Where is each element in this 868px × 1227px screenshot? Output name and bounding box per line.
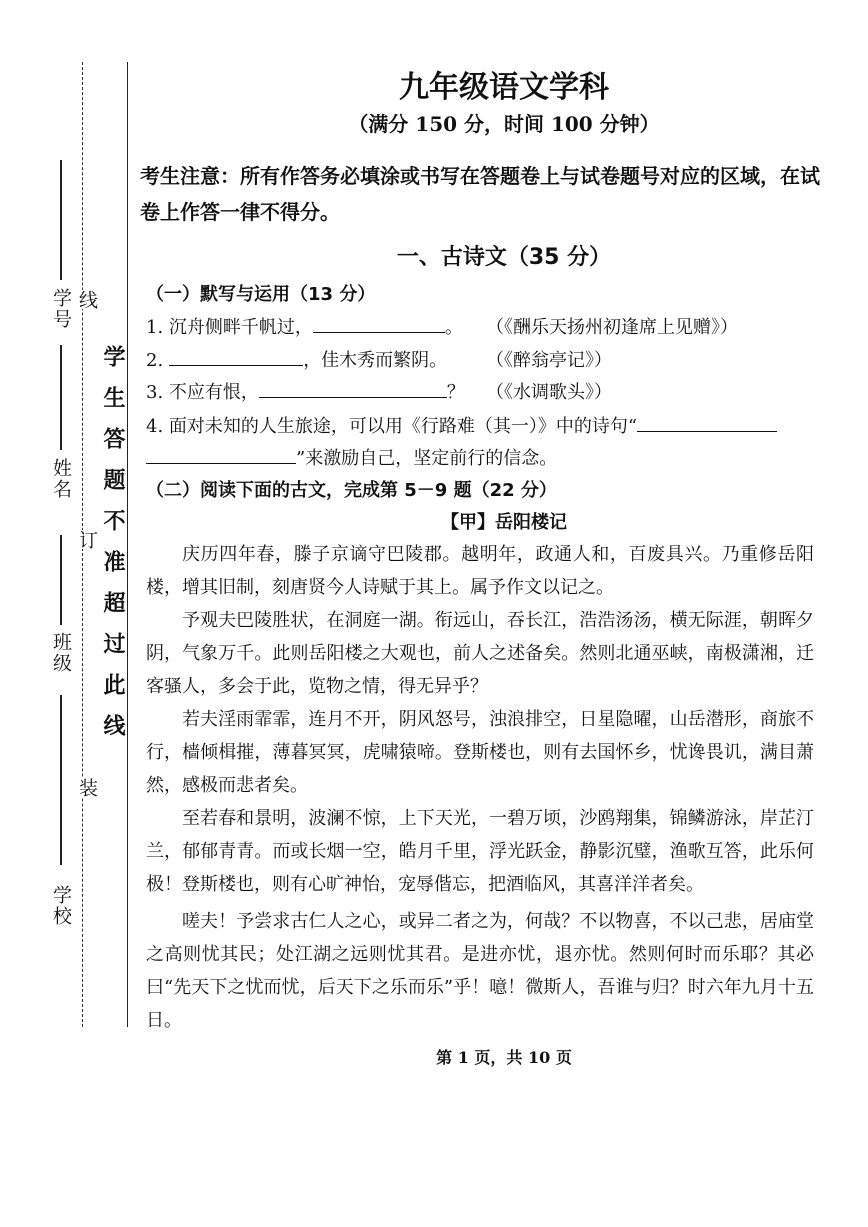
cut-line-marker: 线: [74, 290, 101, 309]
question-1-source: （《酬乐天扬州初逢席上见赠》）: [486, 317, 738, 338]
question-2-suffix: ，佳木秀而繁阴。: [303, 350, 448, 371]
question-1-blank[interactable]: [313, 318, 445, 333]
school-blank[interactable]: [60, 695, 62, 865]
question-4-line2: [146, 444, 557, 470]
page-footer: 第 1 页，共 10 页: [436, 1048, 572, 1067]
passage-paragraph: 庆历四年春，滕子京谪守巴陵郡。越明年，政通人和，百废具兴。乃重修岳阳楼，增其旧制，刻唐贤今人诗赋于其上。属予作文以记之。: [146, 544, 814, 598]
question-2-prefix: 2.: [146, 350, 164, 371]
passage-title: 【甲】岳阳楼记: [441, 512, 567, 533]
question-4-line1: [146, 412, 777, 438]
part1-title: （一）默写与运用（13 分）: [146, 284, 376, 305]
question-3-suffix: ？: [446, 382, 465, 403]
question-4-suffix: ”来激励自己，坚定前行的信念。: [296, 448, 558, 469]
name-blank[interactable]: [60, 345, 62, 450]
question-1: [146, 313, 463, 339]
staple-marker: 订: [74, 530, 101, 549]
part2-title: （二）阅读下面的古文，完成第 5－9 题（22 分）: [146, 480, 557, 501]
student-id-label: 学号: [50, 288, 72, 330]
exam-subtitle: （满分 150 分，时间 100 分钟）: [348, 112, 660, 136]
question-4-blank-b[interactable]: [146, 449, 296, 464]
question-4-blank-a[interactable]: [637, 417, 777, 432]
question-3-blank[interactable]: [259, 383, 447, 398]
name-label: 姓名: [50, 458, 72, 500]
passage-paragraph: 若夫淫雨霏霏，连月不开，阴风怒号，浊浪排空，日星隐曜，山岳潜形，商旅不行，樯倾楫摧，薄暮冥冥，虎啸猿啼。登斯楼也，则有去国怀乡，忧谗畏讥，满目萧然，感极而悲者矣。: [146, 709, 814, 796]
binding-marker: 装: [74, 778, 101, 797]
question-2: [146, 346, 447, 372]
school-label: 学校: [50, 885, 72, 927]
question-2-blank[interactable]: [169, 351, 303, 366]
passage-paragraph: 至若春和景明，波澜不惊，上下天光，一碧万顷，沙鸥翔集，锦鳞游泳，岸芷汀兰，郁郁青青。而或长烟一空，皓月千里，浮光跃金，静影沉璧，渔歌互答，此乐何极！登斯楼也，则有心旷神怡，宠辱偕忘，把酒临风，其喜洋洋者矣。: [146, 808, 814, 895]
question-3-source: （《水调歌头》）: [486, 382, 612, 403]
section-title: 一、古诗文（35 分）: [396, 245, 612, 270]
passage-paragraph: 予观夫巴陵胜状，在洞庭一湖。衔远山，吞长江，浩浩汤汤，横无际涯，朝晖夕阴，气象万千。此则岳阳楼之大观也，前人之述备矣。然则北通巫峡，南极潇湘，迁客骚人，多会于此，览物之情，得无异乎？: [146, 610, 814, 697]
exam-title: 九年级语文学科: [399, 70, 609, 105]
question-1-suffix: 。: [444, 317, 463, 338]
question-1-prefix: 1. 沉舟侧畔千帆过，: [146, 317, 313, 338]
question-3-prefix: 3. 不应有恨，: [146, 382, 259, 403]
question-3: [146, 378, 465, 404]
passage-paragraph: 嗟夫！予尝求古仁人之心，或异二者之为，何哉？不以物喜，不以己悲，居庙堂之高则忧其民；处江湖之远则忧其君。是进亦忧，退亦忧。然则何时而乐耶？其必曰“先天下之忧而忧，后天下之乐而乐”乎！噫！微斯人，吾谁与归？时六年九月十五日。: [146, 911, 814, 1031]
exam-notice: 考生注意：所有作答务必填涂或书写在答题卷上与试卷题号对应的区域，在试卷上作答一律不得分。: [140, 164, 820, 224]
question-2-source: （《醉翁亭记》）: [486, 350, 612, 371]
answer-boundary-warning: 学生答题不准超过此线: [100, 345, 126, 755]
question-4-text: 4. 面对未知的人生旅途，可以用《行路难（其一）》中的诗句“: [146, 416, 638, 437]
class-blank[interactable]: [60, 535, 62, 625]
student-id-blank[interactable]: [60, 160, 62, 280]
class-label: 班级: [50, 632, 72, 674]
